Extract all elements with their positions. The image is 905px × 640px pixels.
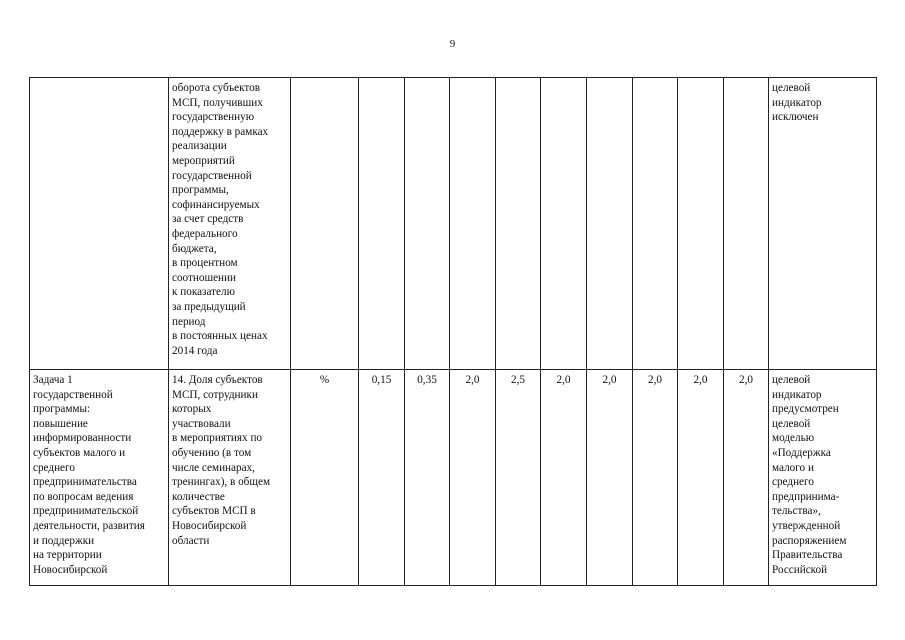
table-row (30, 370, 877, 586)
value-cell: 2,0 (450, 370, 496, 586)
value-cell (359, 78, 405, 370)
value-cell: 2,0 (678, 370, 724, 586)
value-cell (496, 78, 541, 370)
value-cell: 2,5 (496, 370, 541, 586)
value-cell: 2,0 (724, 370, 769, 586)
unit-cell (291, 78, 359, 370)
note-cell: целевой индикатор исключен (769, 78, 877, 370)
value-cell (678, 78, 724, 370)
value-cell (587, 78, 633, 370)
value-cell (450, 78, 496, 370)
value-cell: 0,35 (405, 370, 450, 586)
unit-cell: % (291, 370, 359, 586)
value-cell: 2,0 (633, 370, 678, 586)
value-cell (405, 78, 450, 370)
note-cell: целевой индикатор предусмотрен целевой моделью «Поддержка малого и среднего предпринима- тельства», утвержденной распоряжением Правительства Российской (769, 370, 877, 586)
value-cell: 0,15 (359, 370, 405, 586)
indicator-cell: оборота субъектов МСП, получивших государственную поддержку в рамках реализации мероприятий государственной программы, софинансируемых за счет средств федерального бюджета, в процентном соотношении к показателю за предыдущий период в постоянных ценах 2014 года (169, 78, 291, 370)
indicators-table (29, 77, 877, 586)
value-cell: 2,0 (587, 370, 633, 586)
value-cell: 2,0 (541, 370, 587, 586)
task-cell (30, 78, 169, 370)
table-row (30, 78, 877, 370)
value-cell (633, 78, 678, 370)
page-number: 9 (449, 38, 456, 50)
value-cell (541, 78, 587, 370)
value-cell (724, 78, 769, 370)
indicator-cell: 14. Доля субъектов МСП, сотрудники которых участвовали в мероприятиях по обучению (в том числе семинарах, тренингах), в общем количестве субъектов МСП в Новосибирской области (169, 370, 291, 586)
task-cell: Задача 1 государственной программы: повышение информированности субъектов малого и среднего предпринимательства по вопросам ведения предпринимательской деятельности, развития и поддержки на территории Новосибирской (30, 370, 169, 586)
